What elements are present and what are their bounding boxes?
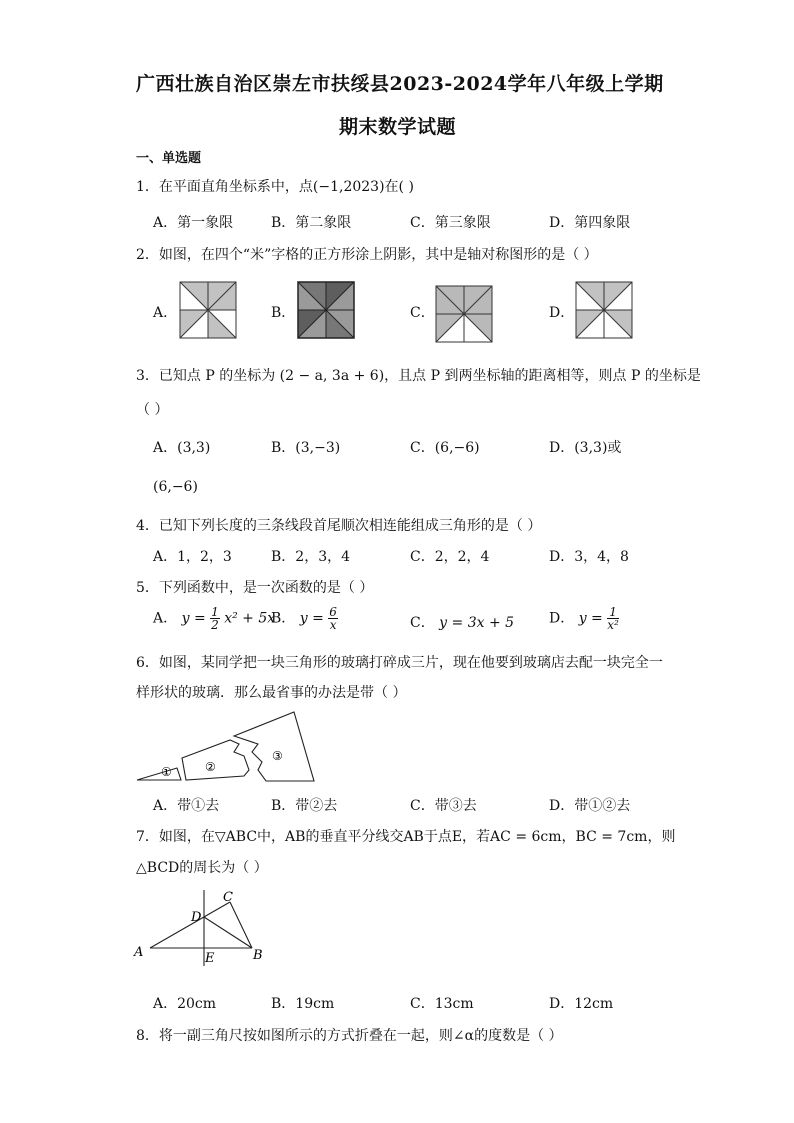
label-point-a: A — [134, 945, 144, 960]
q7-option-a: A．20cm — [153, 996, 217, 1012]
q5-option-b — [271, 606, 338, 631]
q7-option-b: B．19cm — [271, 996, 335, 1012]
q5-b-num: 6 — [329, 605, 337, 619]
q5-a-den: 2 — [211, 618, 219, 632]
q5-option-c — [410, 612, 514, 632]
q1-option-a: A．第一象限 — [153, 215, 234, 231]
q5-d-den: x² — [607, 618, 619, 632]
q6-option-b: B．带②去 — [271, 798, 338, 814]
q5-c-label: C． — [410, 615, 435, 631]
q1-stem: 1．在平面直角坐标系中，点(−1,2023)在( ) — [136, 179, 414, 195]
q5-c-expr: y = 3x + 5 — [439, 615, 515, 631]
q5-b-label: B． — [271, 610, 296, 627]
q5-d-fraction — [607, 606, 619, 631]
q2-stem: 2．如图，在四个“米”字格的正方形涂上阴影，其中是轴对称图形的是（ ） — [136, 247, 598, 263]
q6-option-d: D．带①②去 — [549, 798, 631, 814]
q2-figure-a — [180, 282, 236, 338]
q5-option-d — [549, 606, 619, 631]
q7-stem: 7．如图，在▽ABC中，AB的垂直平分线交AB于点E，若AC = 6cm，BC = 7cm，则 — [136, 829, 676, 845]
q2-figure-d — [576, 282, 632, 338]
q4-option-c: C．2，2，4 — [410, 549, 490, 565]
label-point-c: C — [223, 890, 233, 905]
q2-option-d: D． — [549, 305, 575, 321]
q4-stem: 4．已知下列长度的三条线段首尾顺次相连能组成三角形的是（ ） — [136, 518, 542, 534]
q5-a-label: A． — [153, 610, 178, 627]
q6-stem: 6．如图，某同学把一块三角形的玻璃打碎成三片，现在他要到玻璃店去配一块完全一 — [136, 655, 663, 671]
q7-triangle-figure — [130, 886, 270, 970]
label-point-d: D — [191, 910, 202, 925]
q3-stem-cont: （ ） — [136, 402, 169, 418]
q2-option-a: A． — [153, 305, 178, 321]
q3-option-b: B．(3,−3) — [271, 440, 341, 456]
q5-d-label: D． — [549, 610, 575, 627]
glass-piece-1 — [137, 768, 181, 780]
q1-option-c: C．第三象限 — [410, 215, 491, 231]
q5-a-num: 1 — [211, 605, 219, 619]
q5-d-pre: y = — [578, 610, 603, 627]
q5-d-num: 1 — [609, 605, 617, 619]
q5-a-pre: y = — [181, 610, 206, 627]
q7-option-d: D．12cm — [549, 996, 614, 1012]
q6-glass-figure — [134, 708, 318, 784]
q5-a-fraction — [210, 606, 220, 631]
q3-stem: 3．已知点 P 的坐标为 (2 − a, 3a + 6)，且点 P 到两坐标轴的距离相等，则点 P 的坐标是 — [136, 368, 701, 384]
q8-stem: 8．将一副三角尺按如图所示的方式折叠在一起，则∠α的度数是（ ） — [136, 1028, 563, 1044]
q4-option-b: B．2，3，4 — [271, 549, 351, 565]
q6-option-c: C．带③去 — [410, 798, 477, 814]
q6-stem-cont: 样形状的玻璃．那么最省事的办法是带（ ） — [136, 685, 407, 701]
q3-option-d-cont: (6,−6) — [153, 479, 198, 495]
section-heading: 一、单选题 — [136, 151, 202, 166]
q6-option-a: A．带①去 — [153, 798, 220, 814]
page-title-line2: 期末数学试题 — [339, 116, 457, 138]
q2-figure-b — [298, 282, 354, 338]
q2-option-c: C． — [410, 305, 435, 321]
label-point-e: E — [205, 951, 215, 966]
q4-option-a: A．1，2，3 — [153, 549, 232, 565]
q1-option-b: B．第二象限 — [271, 215, 352, 231]
q2-figure-c — [436, 286, 492, 342]
q5-option-a — [153, 606, 275, 631]
q1-option-d: D．第四象限 — [549, 215, 631, 231]
q5-b-pre: y = — [299, 610, 324, 627]
q3-option-a: A．(3,3) — [153, 440, 211, 456]
q7-stem-cont: △BCD的周长为（ ） — [136, 860, 268, 876]
piece-label-2: ② — [205, 760, 216, 774]
q4-option-d: D．3，4，8 — [549, 549, 629, 565]
q5-a-post: x² + 5x — [224, 610, 276, 627]
q3-option-c: C．(6,−6) — [410, 440, 480, 456]
piece-label-3: ③ — [272, 749, 283, 763]
label-point-b: B — [253, 948, 263, 963]
q3-option-d: D．(3,3)或 — [549, 440, 622, 456]
page-title-line1: 广西壮族自治区崇左市扶绥县2023-2024学年八年级上学期 — [136, 73, 664, 95]
q5-b-den: x — [329, 618, 337, 632]
glass-piece-3 — [234, 712, 314, 781]
piece-label-1: ① — [161, 765, 172, 779]
q5-b-fraction — [328, 606, 338, 631]
q5-stem: 5．下列函数中，是一次函数的是（ ） — [136, 580, 374, 596]
q2-option-b: B． — [271, 305, 296, 321]
q7-option-c: C．13cm — [410, 996, 474, 1012]
